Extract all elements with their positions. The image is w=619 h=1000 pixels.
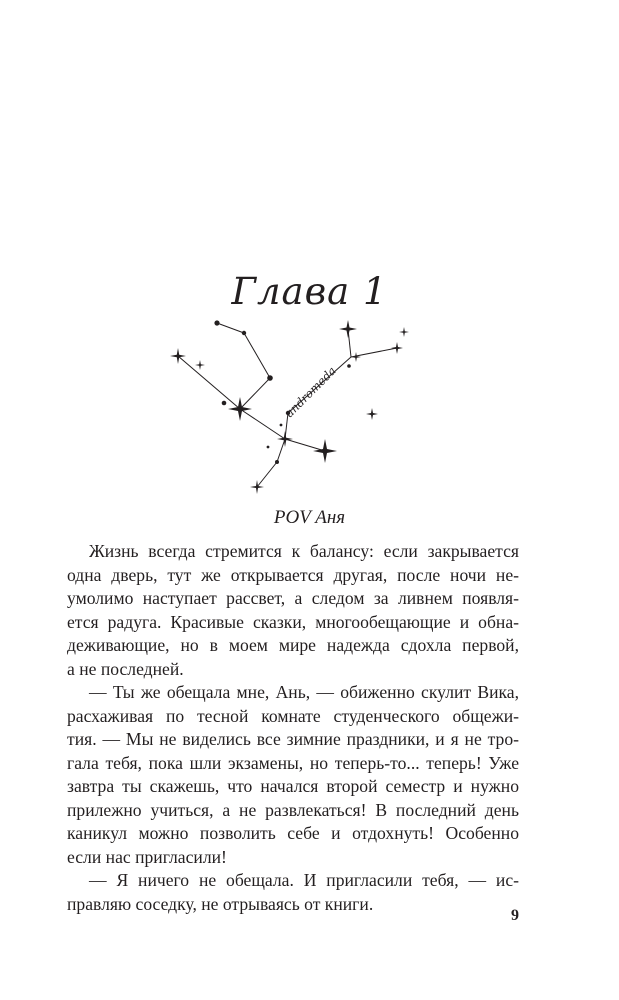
text-line: деживающие, но в моем мире надежда сдохла первой, — [67, 635, 519, 655]
constellation-label: andromeda — [282, 363, 339, 421]
text-line: одна дверь, тут же открывается другая, после ночи не- — [67, 564, 519, 585]
text-line: гала тебя, пока шли экзамены, но теперь-то... теперь! Уже — [67, 752, 519, 773]
star-icon — [170, 348, 186, 364]
text-line: — Ты же обещала мне, Ань, — обиженно скулит Вика, — [89, 682, 519, 702]
star-icon — [399, 327, 409, 337]
star-icon — [195, 360, 205, 370]
constellation-line — [217, 323, 244, 333]
chapter-title: Глава 1 — [231, 270, 388, 313]
text-line: умолимо наступает рассвет, а следом за ливнем появля- — [67, 588, 519, 608]
star-icon — [280, 424, 283, 427]
text-line: если нас пригласили! — [67, 846, 227, 867]
page-number: 9 — [511, 907, 519, 924]
star-icon — [267, 446, 270, 449]
constellation-line — [257, 462, 277, 487]
constellation-line — [178, 356, 240, 409]
star-icon — [391, 342, 403, 354]
text-line: завтра ты скажешь, что начался второй семестр и нужно — [67, 776, 519, 796]
star-icon — [242, 331, 246, 335]
star-icon — [313, 439, 337, 463]
chapter-body-text — [67, 540, 519, 916]
constellation-line — [277, 439, 285, 462]
andromeda-constellation-illustration — [160, 312, 420, 497]
text-line: правляю соседку, не отрываясь от книги. — [67, 893, 374, 914]
star-icon — [351, 352, 361, 362]
star-icon — [275, 460, 279, 464]
constellation-line — [285, 439, 325, 451]
text-line: расхаживая по тесной комнате студенческого общежи- — [67, 705, 519, 726]
text-line: прилежно учиться, а не развлекаться! В последний день — [67, 799, 519, 820]
star-icon — [222, 401, 227, 406]
text-line: Жизнь всегда стремится к балансу: если закрывается — [89, 541, 519, 561]
text-line: ется радуга. Красивые сказки, многообещающие и обна- — [67, 611, 519, 632]
constellation-line — [240, 378, 270, 409]
constellation-line — [244, 333, 270, 378]
text-line: каникул можно позволить себе и отдохнуть! Особенно — [67, 823, 519, 843]
star-icon — [250, 480, 264, 494]
text-line: а не последней. — [67, 658, 184, 679]
star-icon — [267, 375, 273, 381]
text-line: — Я ничего не обещала. И пригласили тебя, — ис- — [89, 870, 519, 890]
constellation-line — [351, 348, 397, 357]
text-line: тия. — Мы не виделись все зимние праздники, и я не тро- — [67, 729, 519, 749]
star-icon — [339, 320, 357, 338]
star-icon — [214, 320, 219, 325]
constellation-line — [240, 409, 285, 439]
star-icon — [277, 431, 293, 447]
star-icon — [366, 408, 378, 420]
star-icon — [347, 364, 351, 368]
pov-heading: POV Аня — [273, 507, 346, 528]
